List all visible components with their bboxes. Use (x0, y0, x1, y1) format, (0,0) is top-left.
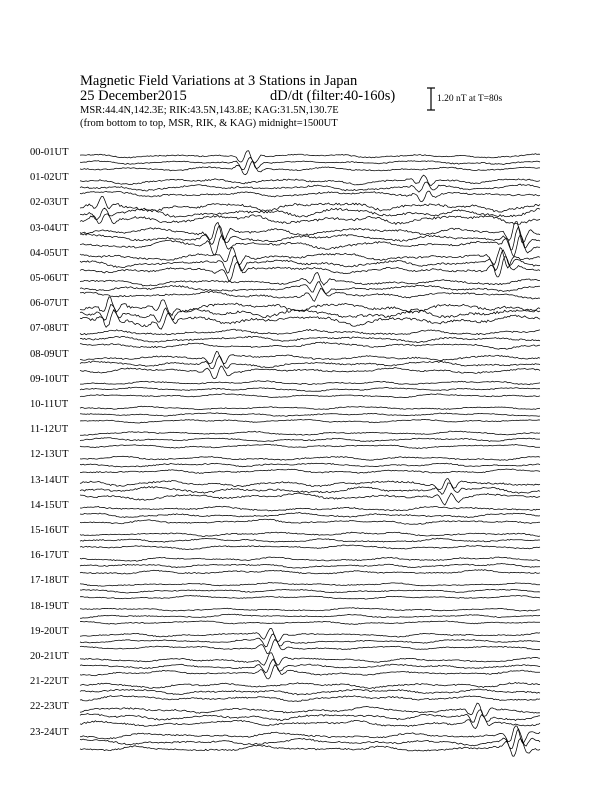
row-label: 09-10UT (30, 373, 69, 385)
trace-rik (80, 438, 540, 442)
trace-msr (80, 715, 540, 729)
trace-msr (80, 444, 540, 448)
row-label: 19-20UT (30, 625, 69, 637)
trace-msr (80, 640, 540, 654)
trace-rik (80, 614, 540, 618)
row-label: 21-22UT (30, 676, 69, 688)
trace-kag (80, 222, 540, 243)
row-label: 17-18UT (30, 575, 69, 587)
trace-kag (80, 583, 540, 587)
row-label: 08-09UT (30, 348, 69, 360)
trace-msr (80, 191, 540, 202)
trace-kag (80, 381, 540, 385)
trace-msr (80, 595, 540, 599)
row-label: 18-19UT (30, 600, 69, 612)
trace-msr (80, 519, 540, 524)
row-label: 00-01UT (30, 147, 69, 158)
row-label: 20-21UT (30, 651, 69, 662)
trace-msr (80, 493, 540, 505)
date-label: 25 December2015 (80, 88, 187, 104)
trace-kag (80, 726, 540, 744)
row-label: 16-17UT (30, 550, 69, 562)
trace-kag (80, 456, 540, 460)
trace-rik (80, 589, 540, 593)
trace-kag (80, 608, 540, 612)
trace-rik (80, 564, 540, 569)
trace-rik (80, 729, 540, 749)
row-label: 11-12UT (30, 424, 69, 436)
trace-rik (80, 538, 540, 542)
trace-msr (80, 342, 540, 349)
trace-msr (80, 366, 540, 379)
row-label: 02-03UT (30, 197, 69, 209)
trace-rik (80, 226, 540, 251)
row-label: 22-23UT (30, 701, 69, 713)
trace-kag (80, 506, 540, 511)
trace-kag (80, 628, 540, 641)
trace-msr (80, 665, 540, 679)
trace-msr (80, 394, 540, 398)
station-coordinates: MSR:44.4N,142.3E; RIK:43.5N,143.8E; KAG:31.5N,130.7E (80, 105, 339, 116)
trace-rik (80, 250, 540, 273)
row-label: 01-02UT (30, 172, 69, 184)
trace-msr (80, 739, 540, 757)
row-label: 04-05UT (30, 247, 69, 259)
trace-rik (80, 483, 540, 495)
trace-rik (80, 157, 540, 169)
row-label: 13-14UT (30, 474, 69, 486)
trace-rik (80, 387, 540, 391)
row-label: 15-16UT (30, 525, 69, 536)
trace-kag (80, 351, 540, 363)
row-label: 14-15UT (30, 499, 69, 511)
trace-kag (80, 479, 540, 490)
stacking-order-note: (from bottom to top, MSR, RIK, & KAG) midnight=1500UT (80, 118, 338, 129)
row-label: 07-08UT (30, 323, 69, 335)
trace-kag (80, 532, 540, 536)
trace-msr (80, 545, 540, 550)
trace-msr (80, 469, 540, 474)
scale-bar (427, 88, 435, 110)
trace-rik (80, 336, 540, 342)
scale-bar-label: 1.20 nT at T=80s (437, 94, 503, 104)
chart-title: Magnetic Field Variations at 3 Stations in Japan (80, 73, 358, 89)
trace-msr (80, 695, 540, 701)
filter-label: dD/dt (filter:40-160s) (270, 88, 396, 104)
trace-kag (80, 273, 540, 286)
trace-kag (80, 653, 540, 665)
trace-rik (80, 463, 540, 467)
trace-msr (80, 420, 540, 424)
trace-kag (80, 406, 540, 410)
trace-rik (80, 413, 540, 417)
trace-kag (80, 431, 540, 435)
trace-msr (80, 621, 540, 625)
trace-kag (80, 175, 540, 186)
row-label: 05-06UT (30, 273, 69, 284)
trace-rik (80, 710, 540, 723)
trace-group (80, 151, 540, 757)
row-label: 06-07UT (30, 298, 69, 310)
trace-kag (80, 682, 540, 688)
trace-kag (80, 557, 540, 561)
trace-msr (80, 257, 540, 281)
row-label: 03-04UT (30, 222, 69, 234)
row-label: 10-11UT (30, 399, 69, 410)
row-label: 23-24UT (30, 726, 69, 738)
trace-kag (80, 703, 540, 716)
row-label: 12-13UT (30, 449, 69, 461)
trace-msr (80, 570, 540, 574)
trace-rik (80, 689, 540, 695)
trace-rik (80, 512, 540, 517)
trace-kag (80, 329, 540, 335)
